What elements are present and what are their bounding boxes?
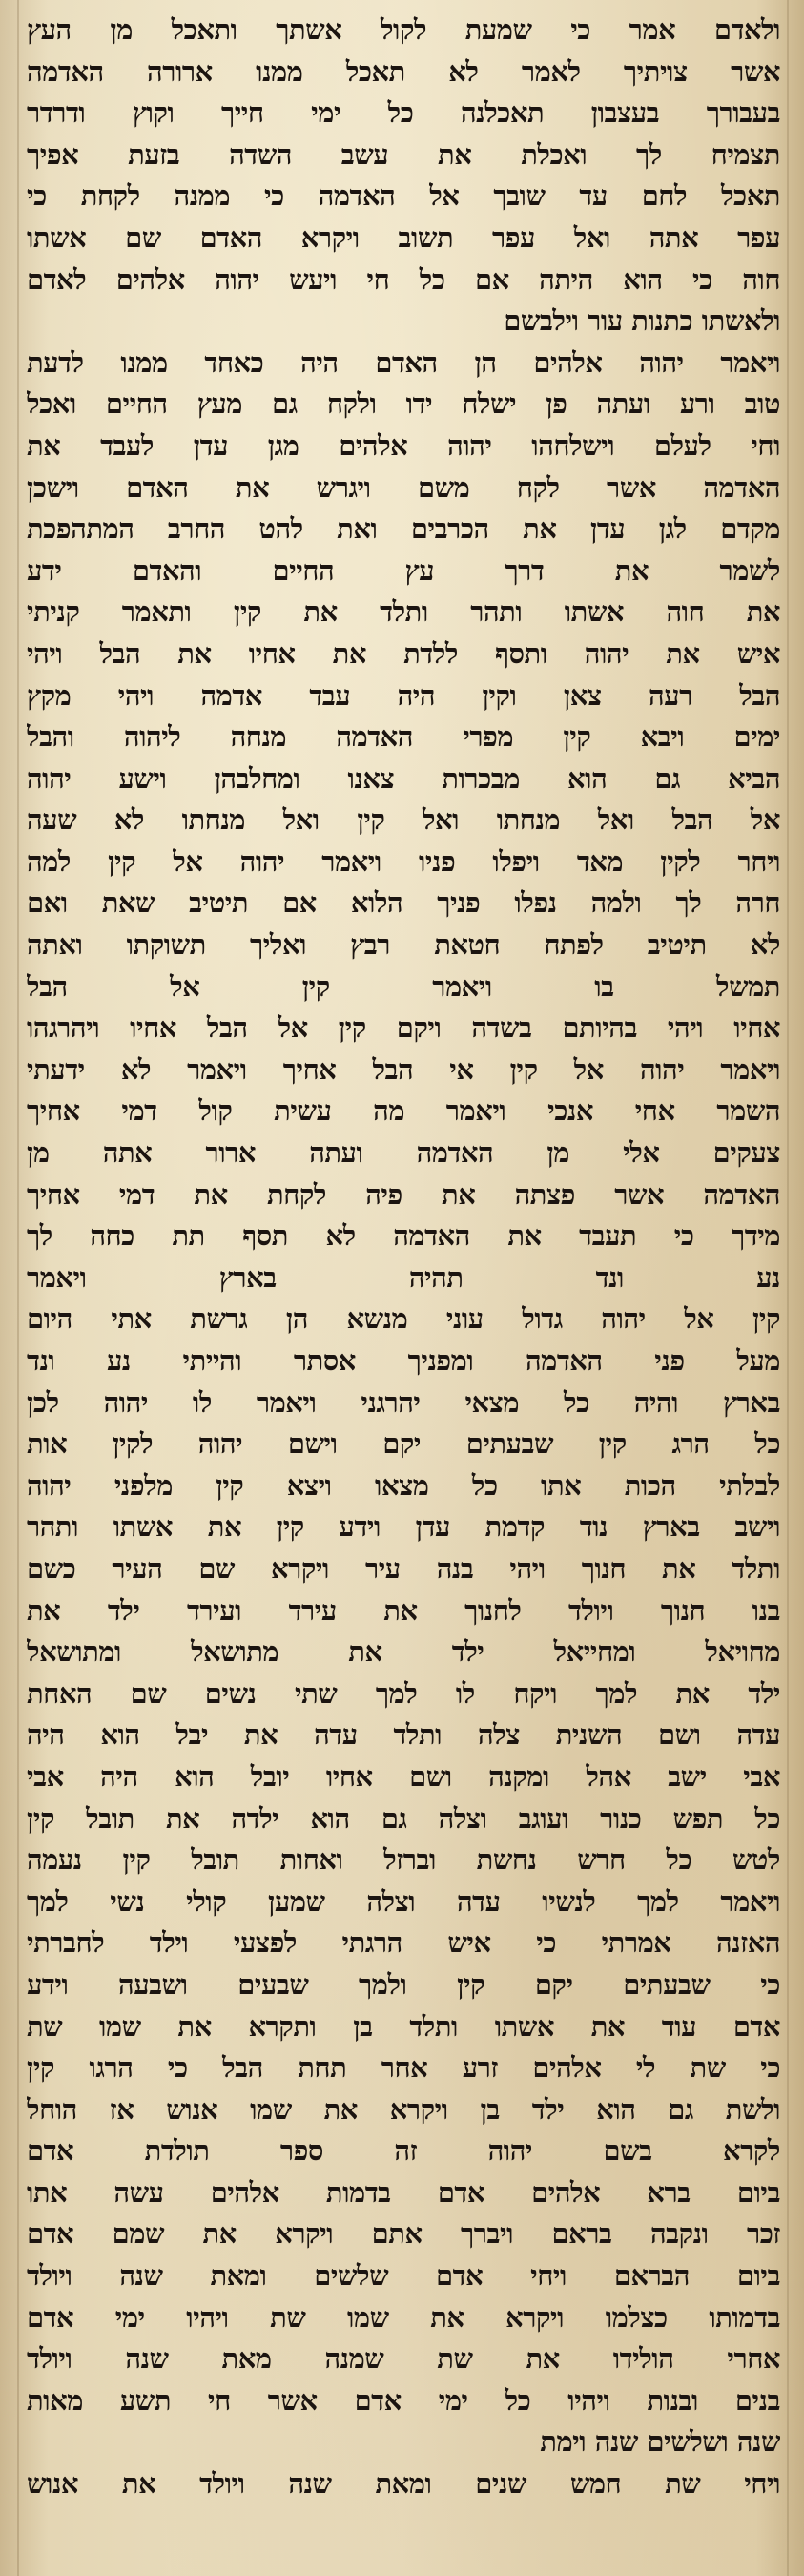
scroll-text-line: אבי ישב אהל ומקנה ושם אחיו יובל הוא היה אבי: [27, 1759, 780, 1793]
scroll-text-line: האזנה אמרתי כי איש הרגתי לפצעי וילד לחברתי: [27, 1926, 780, 1960]
scroll-text-line: חוה כי הוא היתה אם כל חי ויעש יהוה אלהים לאדם: [27, 262, 780, 296]
scroll-text-line: אדם עוד את אשתו ותלד בן ותקרא את שמו שת: [27, 2009, 780, 2043]
scroll-text-line: נע ונד תהיה בארץ ויאמר: [27, 1260, 780, 1294]
scroll-text-line: לשמר את דרך עץ החיים והאדם ידע: [27, 553, 780, 587]
scroll-text-line: חרה לך ולמה נפלו פניך הלוא אם תיטיב שאת ואם: [27, 886, 780, 920]
scroll-text-line: לטש כל חרש נחשת וברזל ואחות תובל קין נעמה: [27, 1843, 780, 1877]
scroll-text-line: מעל פני האדמה ומפניך אסתר והייתי נע ונד: [27, 1344, 780, 1377]
scroll-text-line: עפר אתה ואל עפר תשוב ויקרא האדם שם אשתו: [27, 220, 780, 254]
scroll-text-line: לבלתי הכות אתו כל מצאו ויצא קין מלפני יהוה: [27, 1468, 780, 1502]
scroll-text-line: מחויאל ומחייאל ילד את מתושאל ומתושאל: [27, 1635, 780, 1669]
scroll-text-line: הביא גם הוא מבכרות צאנו ומחלבהן וישע יהוה: [27, 761, 780, 795]
scroll-text-line: ותלד את חנוך ויהי בנה עיר ויקרא שם העיר כשם: [27, 1551, 780, 1585]
scroll-text-line: שנה ושלשים שנה וימת: [540, 2425, 780, 2459]
scroll-text-line: האדמה אשר פצתה את פיה לקחת את דמי אחיך: [27, 1177, 780, 1211]
scroll-text-line: כי שת לי אלהים זרע אחר תחת הבל כי הרגו קין: [27, 2051, 780, 2085]
scroll-text-line: בעבורך בעצבון תאכלנה כל ימי חייך וקוץ ודרדר: [27, 96, 780, 130]
scroll-text-line: תמשל בו ויאמר קין אל הבל: [27, 969, 780, 1003]
scroll-text-line: ביום הבראם ויחי אדם שלשים ומאת שנה ויולד: [27, 2259, 780, 2293]
scroll-text-line: בנים ובנות ויהיו כל ימי אדם אשר חי תשע מאות: [27, 2383, 780, 2417]
scroll-text-line: ימים ויבא קין מפרי האדמה מנחה ליהוה והבל: [27, 720, 780, 754]
scroll-text-line: צעקים אלי מן האדמה ועתה ארור אתה מן: [27, 1136, 780, 1170]
scroll-text-line: וישב בארץ נוד קדמת עדן וידע קין את אשתו ותהר: [27, 1510, 780, 1544]
scroll-text-line: זכר ונקבה בראם ויברך אתם ויקרא את שמם אדם: [27, 2217, 780, 2251]
scroll-text-line: מקדם לגן עדן את הכרבים ואת להט החרב המתהפכת: [27, 512, 780, 546]
scroll-text-line: כי שבעתים יקם קין ולמך שבעים ושבעה וידע: [27, 1967, 780, 2001]
scroll-text-line: מידך כי תעבד את האדמה לא תסף תת כחה לך: [27, 1219, 780, 1253]
scroll-text-line: תצמיח לך ואכלת את עשב השדה בזעת אפיך: [27, 137, 780, 171]
scroll-text-line: ולאשתו כתנות עור וילבשם: [504, 304, 780, 338]
text-column: [27, 10, 780, 2505]
scroll-text-line: כל הרג קין שבעתים יקם וישם יהוה לקין אות: [27, 1427, 780, 1461]
scroll-text-line: ויאמר יהוה אל קין אי הבל אחיך ויאמר לא ידעתי: [27, 1052, 780, 1086]
scroll-text-line: עדה ושם השנית צלה ותלד עדה את יבל הוא היה: [27, 1718, 780, 1752]
scroll-text-line: אל הבל ואל מנחתו ואל קין ואל מנחתו לא שעה: [27, 803, 780, 837]
scroll-text-line: לא תיטיב לפתח חטאת רבץ ואליך תשוקתו ואתה: [27, 928, 780, 962]
scroll-text-line: אחרי הולידו את שת שמנה מאת שנה ויולד: [27, 2342, 780, 2376]
scroll-text-line: וחי לעלם וישלחהו יהוה אלהים מגן עדן לעבד את: [27, 428, 780, 462]
scroll-text-line: ביום ברא אלהים אדם בדמות אלהים עשה אתו: [27, 2175, 780, 2209]
scroll-text-line: ויחר לקין מאד ויפלו פניו ויאמר יהוה אל קין למה: [27, 844, 780, 878]
scroll-text-line: איש את יהוה ותסף ללדת את אחיו את הבל ויהי: [27, 636, 780, 670]
scroll-text-line: השמר אחי אנכי ויאמר מה עשית קול דמי אחיך: [27, 1094, 780, 1128]
scroll-text-line: את חוה אשתו ותהר ותלד את קין ותאמר קניתי: [27, 595, 780, 629]
scroll-text-line: הבל רעה צאן וקין היה עבד אדמה ויהי מקץ: [27, 678, 780, 712]
scroll-text-line: ויאמר יהוה אלהים הן האדם היה כאחד ממנו לדעת: [27, 345, 780, 379]
scroll-text-line: בנו חנוך ויולד לחנוך את עירד ועירד ילד את: [27, 1593, 780, 1627]
scroll-text-line: ויאמר למך לנשיו עדה וצלה שמען קולי נשי למך: [27, 1884, 780, 1918]
scroll-text-line: אשר צויתיך לאמר לא תאכל ממנו ארורה האדמה: [27, 54, 780, 88]
scroll-text-line: בארץ והיה כל מצאי יהרגני ויאמר לו יהוה לכן: [27, 1385, 780, 1419]
scroll-text-line: תאכל לחם עד שובך אל האדמה כי ממנה לקחת כי: [27, 179, 780, 213]
scroll-text-line: קין אל יהוה גדול עוני מנשא הן גרשת אתי היום: [27, 1302, 780, 1336]
scroll-text-line: ולאדם אמר כי שמעת לקול אשתך ותאכל מן העץ: [27, 13, 780, 46]
scroll-text-line: בדמותו כצלמו ויקרא את שמו שת ויהיו ימי אדם: [27, 2300, 780, 2334]
scroll-text-line: ולשת גם הוא ילד בן ויקרא את שמו אנוש אז הוחל: [27, 2092, 780, 2126]
scroll-text-line: האדמה אשר לקח משם ויגרש את האדם וישכן: [27, 470, 780, 504]
scroll-text-line: כל תפש כנור ועוגב וצלה גם הוא ילדה את תובל קין: [27, 1801, 780, 1835]
scroll-text-line: לקרא בשם יהוה זה ספר תולדת אדם: [27, 2134, 780, 2168]
scroll-text-line: טוב ורע ועתה פן ישלח ידו ולקח גם מעץ החיים ואכל: [27, 387, 780, 421]
scroll-text-line: אחיו ויהי בהיותם בשדה ויקם קין אל הבל אחיו ויהרגהו: [27, 1011, 780, 1045]
scroll-text-line: ויחי שת חמש שנים ומאת שנה ויולד את אנוש: [27, 2467, 780, 2501]
scroll-text-line: ילד את למך ויקח לו למך שתי נשים שם האחת: [27, 1676, 780, 1710]
